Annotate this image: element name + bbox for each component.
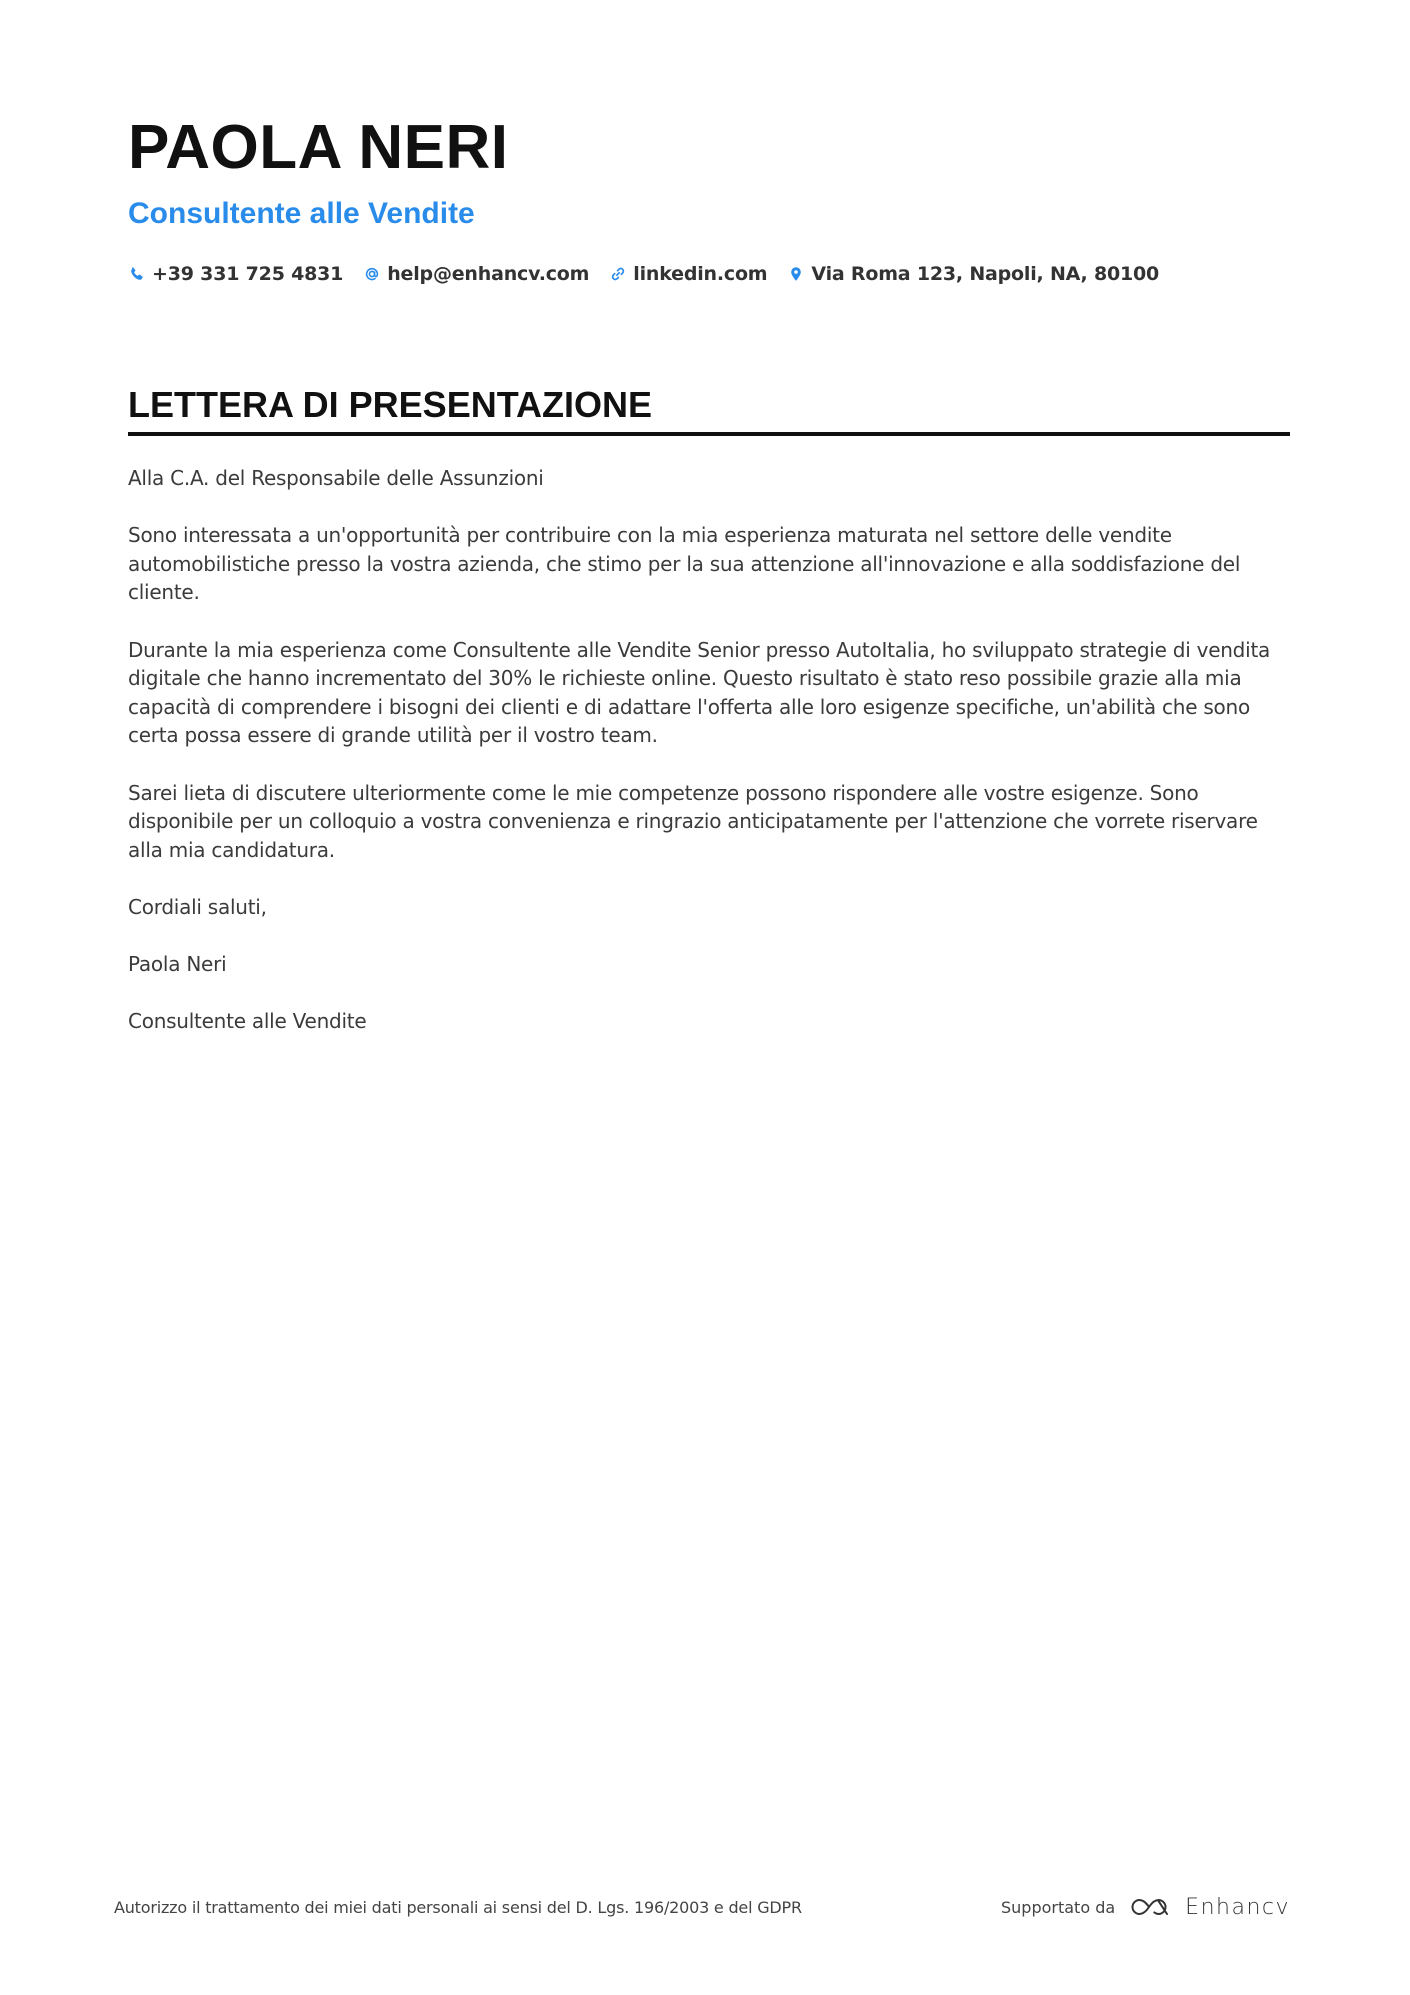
contact-address xyxy=(787,263,1159,285)
supported-by-label: Supportato da xyxy=(1001,1897,1116,1917)
candidate-name: PAOLA NERI xyxy=(128,113,509,182)
enhancv-logo-icon xyxy=(1127,1895,1173,1919)
closing: Cordiali saluti, xyxy=(128,894,267,919)
street-address: Via Roma 123, Napoli, NA, 80100 xyxy=(811,263,1160,285)
at-icon xyxy=(363,265,381,283)
letter-body xyxy=(128,464,1290,1036)
privacy-consent: Autorizzo il trattamento dei miei dati personali ai sensi del D. Lgs. 196/2003 e del GDPR xyxy=(114,1897,802,1917)
letter-paragraph-3: Sarei lieta di discutere ulteriormente come le mie competenze possono rispondere alle vostre esigenze. Sono disponibile per un colloquio a vostra convenienza e ringrazio anticipatamente per l'attenzione che vorrete riservare alla mia candidatura. xyxy=(128,780,1258,862)
contact-phone xyxy=(128,263,343,285)
contact-linkedin xyxy=(609,263,767,285)
letter-paragraph-2: Durante la mia esperienza come Consultente alle Vendite Senior presso AutoItalia, ho sviluppato strategie di vendita digitale che hanno incrementato del 30% le richieste online. Questo risultato è stato reso possibile grazie alla mia capacità di comprendere i bisogni dei clienti e di adattare l'offerta alle loro esigenze specifiche, un'abilità che sono certa possa essere di grande utilità per il vostro team. xyxy=(128,637,1271,748)
linkedin-url[interactable]: linkedin.com xyxy=(633,263,768,285)
section-divider xyxy=(128,432,1290,436)
page-footer xyxy=(114,1892,1290,1922)
phone-number[interactable]: +39 331 725 4831 xyxy=(152,263,344,285)
contact-bar xyxy=(128,260,1290,288)
brand-name: Enhancv xyxy=(1185,1894,1290,1920)
signature-name: Paola Neri xyxy=(128,952,227,977)
letter-paragraph-1: Sono interessata a un'opportunità per contribuire con la mia esperienza maturata nel settore delle vendite automobilistiche presso la vostra azienda, che stimo per la sua attenzione all'innovazione e alla soddisfazione del cliente. xyxy=(128,523,1241,605)
cover-letter-page xyxy=(128,110,1290,1064)
location-pin-icon xyxy=(787,265,805,283)
job-title: Consultente alle Vendite xyxy=(128,197,475,230)
section-title: LETTERA DI PRESENTAZIONE xyxy=(128,384,653,425)
contact-email xyxy=(363,263,589,285)
link-icon xyxy=(609,265,627,283)
signature-title: Consultente alle Vendite xyxy=(128,1009,367,1034)
email-address[interactable]: help@enhancv.com xyxy=(387,263,590,285)
brand-credit[interactable] xyxy=(1001,1895,1290,1920)
salutation: Alla C.A. del Responsabile delle Assunzioni xyxy=(128,466,544,490)
phone-icon xyxy=(128,265,146,283)
